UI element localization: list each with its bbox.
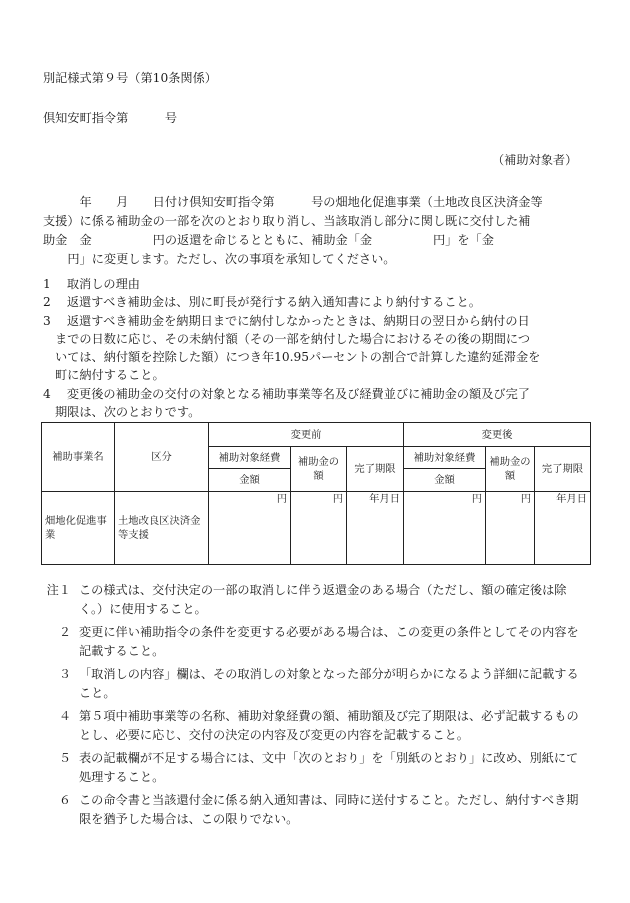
- header-after: 変更後: [404, 423, 591, 447]
- list-item: 1 取消しの理由: [43, 277, 140, 291]
- header-completion: 完了期限: [347, 447, 404, 492]
- cell-unit: 円: [486, 492, 535, 565]
- cell-unit: 年月日: [535, 492, 591, 565]
- list-item-continuation: いては、納付額を控除した額）につき年10.95パーセントの割合で計算した違約延滞金を: [55, 350, 541, 365]
- list-item: 2 返還すべき補助金は、別に町長が発行する納入通知書により納付すること。: [43, 295, 481, 310]
- cell-unit: 円: [404, 492, 486, 565]
- table-row: [42, 492, 591, 565]
- header-target-cost: 補助対象経費: [404, 447, 486, 469]
- form-label: 別記様式第９号（第10条関係）: [43, 71, 217, 85]
- note-item: ５ 表の記載欄が不足する場合には、文中「次のとおり」を「別紙のとおり」に改め、別紙にて処理すること。: [58, 751, 579, 784]
- header-subsidy: 補助金の額: [486, 447, 535, 492]
- note-item: ３ 「取消しの内容」欄は、その取消しの対象となった部分が明らかになるよう詳細に記載すること。: [58, 667, 579, 700]
- list-item: 4 変更後の補助金の交付の対象となる補助事業等名及び経費並びに補助金の額及び完了: [43, 386, 530, 401]
- order-number: 倶知安町指令第 号: [43, 111, 178, 125]
- note-item: ２ 変更に伴い補助指令の条件を変更する必要がある場合は、この変更の条件としてその内容を記載すること。: [58, 625, 579, 658]
- paragraph-line: 支援）に係る補助金の一部を次のとおり取り消し、当該取消し部分に関し既に交付した補: [43, 214, 531, 228]
- subsidy-table: [41, 422, 591, 565]
- list-item-continuation: 町に納付すること。: [55, 368, 165, 383]
- list-item-continuation: 期限は、次のとおりです。: [55, 405, 201, 420]
- header-completion: 完了期限: [535, 447, 591, 492]
- paragraph-line: 円」に変更します。ただし、次の事項を承知してください。: [43, 252, 396, 266]
- list-item-continuation: までの日数に応じ、その未納付額（その一部を納付した場合におけるその後の期間につ: [55, 331, 531, 346]
- notice-paragraph: [43, 193, 593, 269]
- header-amount: 金額: [209, 469, 291, 492]
- header-project-name: 補助事業名: [42, 423, 115, 492]
- cell-project: 畑地化促進事業: [42, 492, 115, 565]
- note-item: 注１ この様式は、交付決定の一部の取消しに伴う返還金のある場合（ただし、額の確定後は除く。）に使用すること。: [46, 583, 567, 616]
- list-item: 3 返還すべき補助金を納期日までに納付しなかったときは、納期日の翌日から納付の日: [43, 313, 530, 328]
- cell-unit: 円: [209, 492, 291, 565]
- paragraph-line: 年 月 日付け倶知安町指令第 号の畑地化促進事業（土地改良区決済金等: [43, 195, 543, 209]
- note-item: ４ 第５項中補助事業等の名称、補助対象経費の額、補助額及び完了期限は、必ず記載するものとし、必要に応じ、交付の決定の内容及び変更の内容を記載すること。: [58, 709, 579, 742]
- header-target-cost: 補助対象経費: [209, 447, 291, 469]
- cell-category: 土地改良区決済金等支援: [115, 492, 209, 565]
- cell-unit: 円: [291, 492, 347, 565]
- header-before: 変更前: [209, 423, 404, 447]
- header-subsidy: 補助金の額: [291, 447, 347, 492]
- note-item: ６ この命令書と当該還付金に係る納入通知書は、同時に送付すること。ただし、納付すべき期限を猶予した場合は、この限りでない。: [58, 793, 579, 826]
- paragraph-line: 助金 金 円の返還を命じるとともに、補助金「金 円」を「金: [43, 233, 494, 247]
- header-category: 区分: [115, 423, 209, 492]
- header-amount: 金額: [404, 469, 486, 492]
- notes-section: [45, 581, 590, 833]
- cell-unit: 年月日: [347, 492, 404, 565]
- recipient-label: （補助対象者）: [492, 153, 578, 167]
- items-list: [43, 275, 593, 421]
